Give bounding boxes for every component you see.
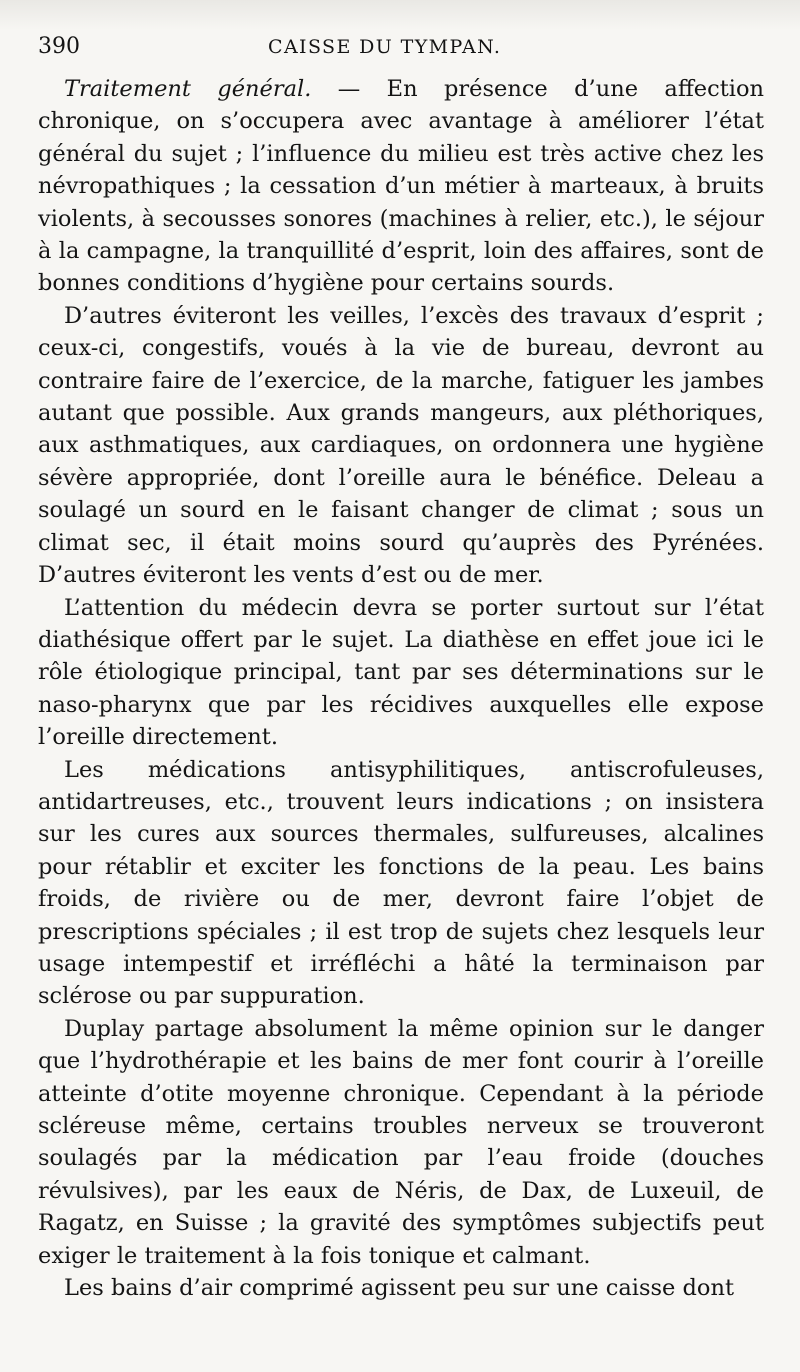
paragraph-text: D’autres éviteront les veilles, l’excès des travaux d’esprit ; ceux-ci, congestifs, voués à la vie de bureau, devront au contraire faire de l’exercice, de la marche, fatiguer les jambes autant que possible. Aux grands mangeurs, aux pléthoriques, aux asthmatiques, aux cardiaques, on ordonnera une hygiène sévère appropriée, dont l’oreille aura le bénéfice. Deleau a soulagé un sourd en le faisant changer de climat ; sous un climat sec, il était moins sourd qu’auprès des Pyrénées. D’autres éviteront les vents d’est ou de mer. <box>38 302 764 589</box>
page-number: 390 <box>38 34 80 59</box>
paragraph-medications <box>38 754 764 1013</box>
paragraph-text: Les bains d’air comprimé agissent peu sur une caisse dont <box>64 1275 734 1302</box>
running-title: CAISSE DU TYMPAN. <box>268 36 502 58</box>
paragraph-text: Duplay partage absolument la même opinion sur le danger que l’hydrothérapie et les bains de mer font courir à l’oreille atteinte d’otite moyenne chronique. Cependant à la période scléreuse même, certains troubles nerveux se trouveront soulagés par la médication par l’eau froide (douches révulsives), par les eaux de Néris, de Dax, de Luxeuil, de Ragatz, en Suisse ; la gravité des symptômes subjectifs peut exiger le traitement à la fois tonique et calmant. <box>38 1015 764 1269</box>
paragraph-text: — En présence d’une affection chronique, on s’occupera avec avantage à améliorer l’état général du sujet ; l’influence du milieu est très active chez les névropathiques ; la cessation d’un métier à marteaux, à bruits violents, à secousses sonores (machines à relier, etc.), le séjour à la campagne, la tranquillité d’esprit, loin des affaires, sont de bonnes conditions d’hygiène pour certains sourds. <box>38 76 765 297</box>
page-header <box>38 30 758 64</box>
paragraph-bains-air <box>38 1272 764 1304</box>
paragraph-traitement-general <box>38 73 764 300</box>
paragraph-duplay <box>38 1013 764 1272</box>
paragraph-hygiene <box>38 300 764 592</box>
body-text <box>38 73 764 1304</box>
page-edge-shadow <box>0 0 800 30</box>
paragraph-text: L’attention du médecin devra se porter surtout sur l’état diathésique offert par le sujet. La diathèse en effet joue ici le rôle étiologique principal, tant par ses déterminations sur le naso-pharynx que par les récidives auxquelles elle expose l’oreille directement. <box>38 594 764 751</box>
section-runin-heading: Traitement général. <box>64 76 312 102</box>
paragraph-diathese <box>38 592 764 754</box>
paragraph-text: Les médications antisyphilitiques, antiscrofuleuses, antidartreuses, etc., trouvent leurs indications ; on insistera sur les cures aux sources thermales, sulfureuses, alcalines pour rétablir et exciter les fonctions de la peau. Les bains froids, de rivière ou de mer, devront faire l’objet de prescriptions spéciales ; il est trop de sujets chez lesquels leur usage intempestif et irréfléchi a hâté la terminaison par sclérose ou par suppuration. <box>38 756 764 1010</box>
